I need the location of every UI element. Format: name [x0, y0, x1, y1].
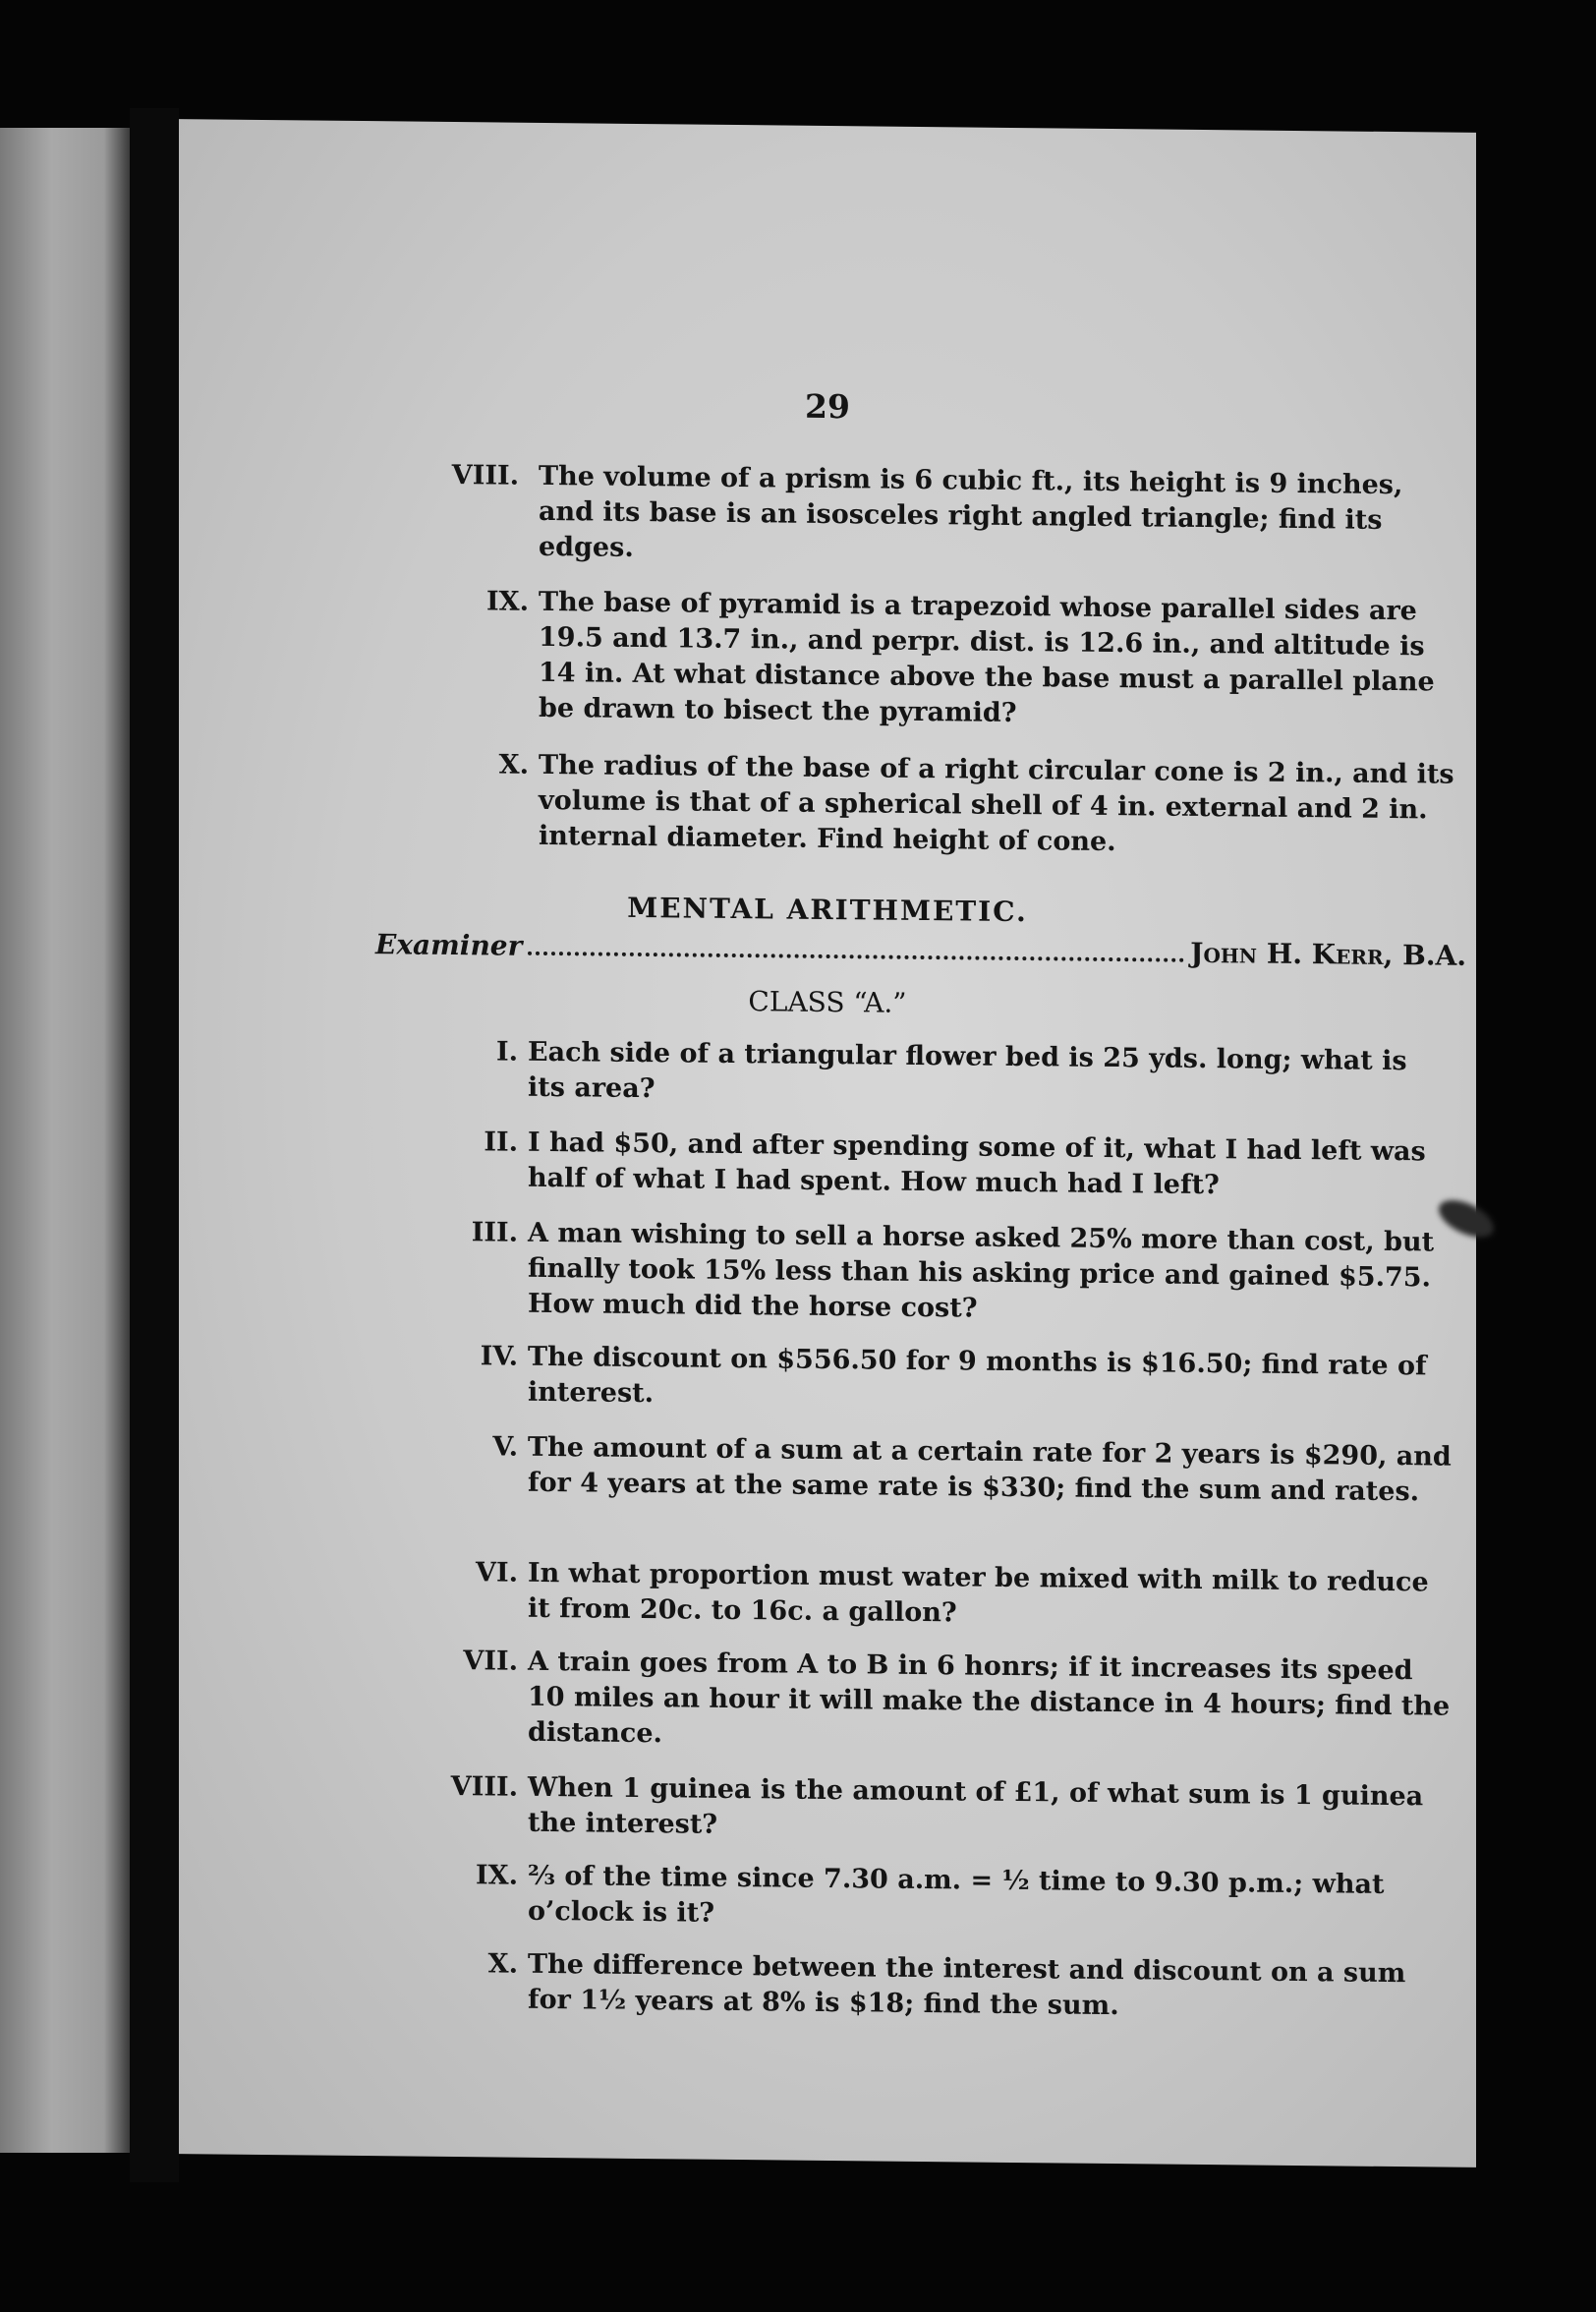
question-number: VIII. [450, 1770, 518, 1803]
question-i [495, 1035, 1452, 1116]
question-number: X. [498, 749, 529, 780]
dot-leader [528, 952, 1184, 962]
question-number: X. [487, 1948, 518, 1980]
question-number: V. [492, 1431, 518, 1463]
question-text: When 1 guinea is the amount of £1, of what sum is 1 guinea the interest? [528, 1771, 1424, 1840]
question-text: The difference between the interest and discount on a sum for 1½ years at 8% is $18; find the sum. [528, 1948, 1406, 2022]
question-number: IX. [476, 1860, 518, 1891]
question-vii [463, 1645, 1452, 1761]
question-number: VI. [476, 1557, 518, 1589]
question-number: III. [471, 1217, 518, 1248]
question-number: II. [484, 1127, 518, 1158]
question-text: The volume of a prism is 6 cubic ft., its height is 9 inches, and its base is an isosceles right angled triangle; find its edges. [539, 460, 1403, 563]
question-number: I. [495, 1036, 518, 1068]
question-viii [450, 1770, 1452, 1851]
examiner-name: John H. Kerr, B.A. [1190, 936, 1466, 972]
section-heading: MENTAL ARITHMETIC. [627, 891, 1028, 929]
question-text: In what proportion must water be mixed with milk to reduce it from 20c. to 16c. a gallon? [528, 1557, 1429, 1629]
question-text: Each side of a triangular flower bed is 25 yds. long; what is its area? [528, 1036, 1407, 1105]
question-iii [471, 1216, 1452, 1332]
question-text: A man wishing to sell a horse asked 25% more than cost, but finally took 15% less than his asking price and gained $5.75. How much did the horse cost? [528, 1217, 1435, 1324]
page-number: 29 [805, 386, 850, 427]
question-text: I had $50, and after spending some of it, what I had left was half of what I had spent. How much had I left? [528, 1127, 1426, 1201]
question-v [492, 1430, 1452, 1511]
question-vi [476, 1556, 1452, 1637]
question-x-geometry [498, 748, 1457, 864]
question-iv [480, 1340, 1452, 1420]
question-text: ⅔ of the time since 7.30 a.m. = ½ time to 9.30 p.m.; what o’clock is it? [528, 1860, 1385, 1929]
question-text: The amount of a sum at a certain rate for 2 years is $290, and for 4 years at the same rate is $330; find the sum and rates. [528, 1431, 1452, 1508]
question-ix [476, 1859, 1452, 1939]
question-number: IX. [486, 586, 529, 617]
binding-gutter [130, 108, 179, 2182]
question-number: IV. [480, 1341, 518, 1372]
question-text: The radius of the base of a right circular cone is 2 in., and its volume is that of a spherical shell of 4 in. external and 2 in. internal diameter. Find height of cone. [539, 749, 1454, 858]
examiner-label: Examiner [375, 928, 523, 962]
page [179, 119, 1476, 2168]
left-page-edge [0, 128, 130, 2153]
question-text: The discount on $556.50 for 9 months is $16.50; find rate of interest. [528, 1341, 1427, 1410]
question-text: The base of pyramid is a trapezoid whose parallel sides are 19.5 and 13.7 in., and perpr. dist. is 12.6 in., and altitude is 14 in. At what distance above the base must a parallel plane be drawn to bisect the pyramid? [539, 586, 1435, 729]
question-ii [484, 1126, 1452, 1206]
question-text: A train goes from A to B in 6 honrs; if it increases its speed 10 miles an hour it will make the distance in 4 hours; find the distance. [528, 1646, 1451, 1750]
question-viii-geometry [451, 459, 1457, 575]
class-title: CLASS “A.” [748, 985, 907, 1019]
question-x [487, 1947, 1452, 2028]
question-number: VII. [463, 1646, 518, 1677]
examiner-line [375, 927, 1466, 974]
page-text [179, 119, 1476, 2168]
question-number: VIII. [451, 459, 519, 491]
question-ix-geometry [486, 585, 1457, 736]
